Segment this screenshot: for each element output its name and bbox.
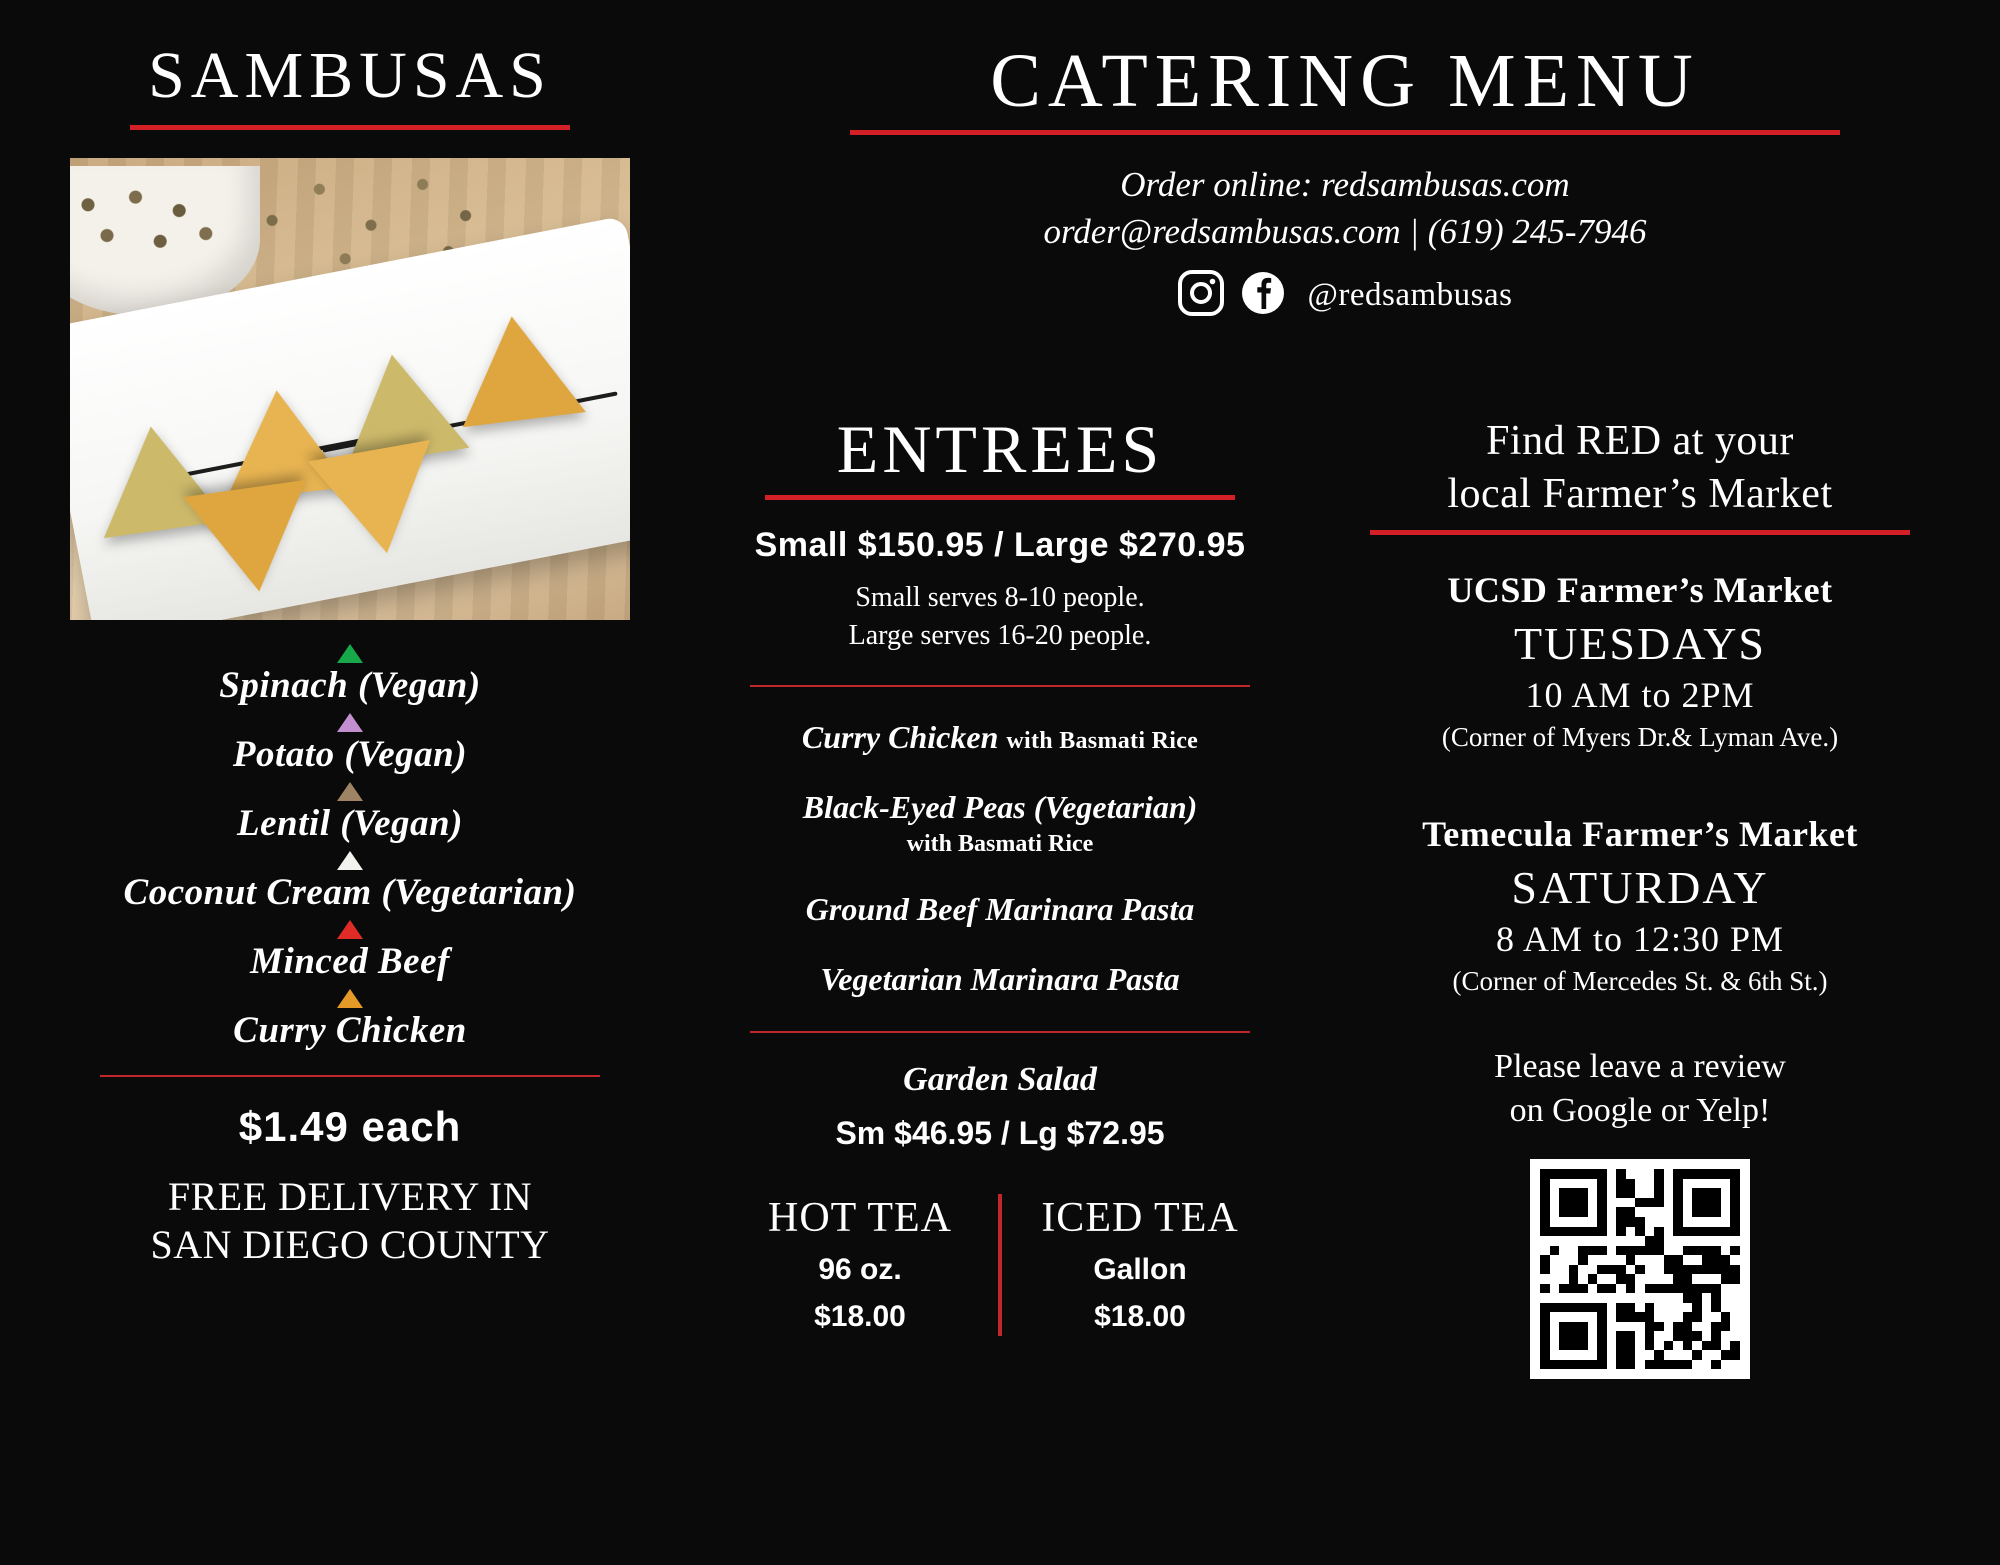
list-item (70, 851, 630, 914)
delivery-line-2: SAN DIEGO COUNTY (150, 1221, 550, 1267)
entrees-price-line: Small $150.95 / Large $270.95 (754, 526, 1246, 564)
filling-marker-icon (337, 920, 363, 939)
filling-marker-icon (337, 782, 363, 801)
market-entry-ucsd (1340, 569, 1940, 753)
farmers-market-heading-line-1: Find RED at your (1486, 418, 1794, 464)
farmers-markets-section (1340, 415, 1940, 1379)
header (780, 40, 1910, 322)
photo-bowl-seeds (70, 176, 240, 272)
market-corner: (Corner of Mercedes St. & 6th St.) (1452, 966, 1828, 996)
market-day: TUESDAYS (1513, 618, 1767, 669)
fillings-divider (100, 1075, 600, 1077)
market-name: UCSD Farmer’s Market (1447, 570, 1833, 610)
photo-sambusa (183, 479, 320, 599)
filling-marker-icon (337, 851, 363, 870)
delivery-line-1: FREE DELIVERY IN (167, 1173, 533, 1219)
farmers-market-heading (1340, 415, 1940, 520)
filling-label: Spinach (Vegan) (219, 664, 481, 706)
market-hours: 8 AM to 12:30 PM (1495, 919, 1785, 959)
dish-name: Curry Chicken (801, 718, 999, 755)
list-item (70, 782, 630, 845)
tea-divider (998, 1194, 1002, 1336)
filling-label: Minced Beef (250, 941, 450, 983)
serves-large: Large serves 16-20 people. (848, 619, 1152, 651)
salad-price: Sm $46.95 / Lg $72.95 (835, 1114, 1165, 1151)
entrees-serving-info (700, 579, 1300, 655)
entrees-heading-rule (765, 495, 1235, 500)
review-request (1340, 1045, 1940, 1133)
sambusas-heading: SAMBUSAS (148, 39, 552, 112)
review-line-2: on Google or Yelp! (1509, 1092, 1771, 1130)
list-item (70, 713, 630, 776)
dish-name: Vegetarian Marinara Pasta (820, 960, 1180, 997)
market-name: Temecula Farmer’s Market (1422, 814, 1858, 854)
social-handle: @redsambusas (1307, 277, 1513, 314)
list-item (70, 920, 630, 983)
filling-marker-icon (337, 989, 363, 1008)
tea-price: $18.00 (814, 1299, 906, 1333)
sambusas-heading-rule (130, 125, 570, 130)
salad-name: Garden Salad (903, 1060, 1097, 1098)
dish-sub: with Basmati Rice (1006, 727, 1199, 754)
list-item (700, 717, 1300, 757)
list-item (700, 787, 1300, 859)
market-hours: 10 AM to 2PM (1525, 675, 1755, 715)
serves-small: Small serves 8-10 people. (855, 582, 1145, 613)
qr-code-grid (1540, 1169, 1740, 1369)
tea-name: ICED TEA (1041, 1194, 1239, 1241)
tea-size: 96 oz. (818, 1252, 902, 1286)
list-item (70, 644, 630, 707)
page-title: CATERING MENU (990, 39, 1700, 123)
sambusa-price: $1.49 each (238, 1102, 462, 1150)
list-item (700, 889, 1300, 929)
filling-marker-icon (337, 713, 363, 732)
dish-name: Black-Eyed Peas (Vegetarian) (802, 788, 1198, 825)
iced-tea-item (1020, 1194, 1260, 1336)
farmers-market-heading-rule (1370, 530, 1910, 535)
photo-sambusa (308, 440, 448, 564)
entrees-divider-bottom (750, 1031, 1250, 1033)
sambusa-fillings-list (70, 644, 630, 1053)
tea-name: HOT TEA (768, 1194, 952, 1241)
contact-info (780, 161, 1910, 256)
list-item (700, 959, 1300, 999)
market-entry-temecula (1340, 813, 1940, 997)
facebook-icon[interactable] (1239, 269, 1287, 322)
email-phone-text: order@redsambusas.com | (619) 245-7946 (1043, 211, 1647, 251)
dish-name: Ground Beef Marinara Pasta (805, 890, 1195, 927)
filling-label: Lentil (Vegan) (237, 802, 463, 844)
sambusas-section (70, 40, 630, 1269)
entrees-heading: ENTREES (836, 411, 1164, 487)
sambusas-platter-photo (70, 158, 630, 620)
entrees-divider-top (750, 685, 1250, 687)
qr-code[interactable] (1530, 1159, 1750, 1379)
review-line-1: Please leave a review (1494, 1048, 1786, 1085)
entrees-section (700, 410, 1300, 1336)
farmers-market-heading-line-2: local Farmer’s Market (1447, 470, 1833, 517)
filling-label: Coconut Cream (Vegetarian) (123, 872, 577, 914)
page-title-rule (850, 130, 1840, 135)
tea-price: $18.00 (1094, 1299, 1186, 1333)
market-day: SATURDAY (1511, 862, 1769, 913)
tea-section (700, 1194, 1300, 1336)
dish-sub: with Basmati Rice (906, 830, 1094, 857)
tea-size: Gallon (1093, 1252, 1187, 1286)
photo-sambusa (450, 308, 586, 426)
market-corner: (Corner of Myers Dr.& Lyman Ave.) (1441, 722, 1839, 752)
filling-label: Curry Chicken (233, 1010, 467, 1052)
instagram-icon[interactable] (1177, 269, 1225, 322)
order-online-text: Order online: redsambusas.com (1120, 164, 1570, 204)
social-links (780, 269, 1910, 322)
hot-tea-item (740, 1194, 980, 1336)
filling-label: Potato (Vegan) (232, 733, 468, 775)
delivery-note (70, 1173, 630, 1269)
filling-marker-icon (337, 644, 363, 663)
list-item (70, 989, 630, 1052)
